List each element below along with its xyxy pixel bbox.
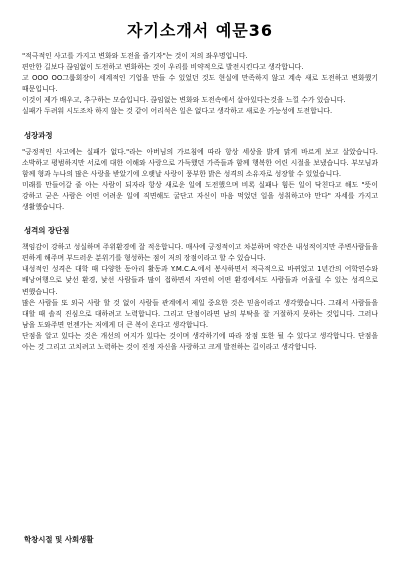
- section-body-growth: [22, 147, 378, 214]
- section-heading-school-life: 학창시절 및 사회생활: [24, 535, 94, 544]
- section-paragraph: 책임감이 강하고 성실하며 주위환경에 잘 적응합니다. 매사에 긍정적이고 차분하며 약간은 내성적이지만 주변사람들을 편하게 해주며 부드러운 분위기를 형성하는 점이 저의 장점이라고 할 수 있습니다.: [22, 243, 378, 263]
- intro-line: 고 OOO OO그룹회장이 세계적인 기업을 만들 수 있었던 것도 현실에 만족하지 않고 계속 새로 도전하고 변화했기 때문입니다.: [22, 74, 378, 94]
- section-paragraph: 미래를 만들어갈 줄 아는 사람이 되자라 항상 새로운 일에 도전했으며 비록 실패나 힘든 일이 닥친다고 해도 "뜻이 강하고 굳은 사람은 어떤 어려운 일에 직면해도 굴단고 자신이 마음 먹었던 일을 성취하고야 만다" 자세를 가지고 생활했습니다.: [22, 180, 378, 212]
- intro-line: 이것이 제가 배우고, 추구하는 모습입니다. 끊임없는 변화와 도전속에서 살아있다는것을 느낄 수가 있습니다.: [22, 96, 346, 105]
- section-paragraph: "긍정적인 사고에는 실패가 없다."라는 아버님의 가르침에 따라 항상 세상을 밝게 맑게 바르게 보고 살았습니다. 소박하고 평범하지만 서로에 대한 이해와 사랑으로 가득했던 가족들과 함께 행복한 어린 시절을 보냈습니다. 부모님과 함께 형과 누나의 많은 사랑을 받았기에 오랫날 사랑이 풍부한 밝은 성격의 소유자로 성장할 수 있었습니다.: [22, 147, 378, 178]
- section-heading-growth: 성장과정: [24, 130, 53, 140]
- intro-paragraphs: [22, 51, 378, 118]
- section-paragraph: 많은 사람들 또 외국 사람 할 것 없이 사람들 관계에서 제일 중요한 것은 믿음이라고 생각했습니다. 그래서 사람들을 대할 때 솔직 진심으로 대하려고 노력합니다. 그리고 단점이라면 남의 부탁을 잘 거절하지 못하는 것입니다. 그러나 남을 도와주면 언젠가는 저에게 더 큰 복이 온다고 생각합니다.: [22, 298, 378, 329]
- intro-line: 실패가 두려워 시도조차 하지 않는 것 같이 어리석은 일은 없다고 생각하고 새로운 가능성에 도전합니다.: [22, 107, 333, 116]
- section-paragraph: 내성적인 성격은 대학 때 다양한 동아리 활동과 Y.M.C.A.에서 봉사하면서 적극적으로 바뀌었고 1년간의 어학연수와 배낭여행으로 낯선 환경, 낯선 사람들과 많이 접하면서 자연히 어떤 환경에서도 사람들과 어울릴 수 있는 성격으로 변했습니다.: [22, 265, 378, 296]
- section-paragraph: 단점을 알고 있다는 것은 개선의 여지가 있다는 것이며 생각하기에 따라 장점 또한 될 수 있다고 생각합니다. 단점을 아는 것 그리고 고치려고 노력하는 것이 진정 자신을 사랑하고 크게 발전하는 길이라고 생각합니다.: [22, 331, 378, 351]
- section-body-personality: [22, 242, 378, 353]
- intro-line: 편안한 길보다 끊임없이 도전하고 변화하는 것이 우리를 비약적으로 발전시킨다고 생각합니다.: [22, 63, 304, 72]
- intro-line: "적극적인 사고를 가지고 변화와 도전을 즐기자"는 것이 저의 좌우명입니다.: [22, 52, 248, 60]
- section-heading-personality: 성격의 장단점: [24, 226, 70, 236]
- document-title: 자기소개서 예문36: [126, 21, 274, 40]
